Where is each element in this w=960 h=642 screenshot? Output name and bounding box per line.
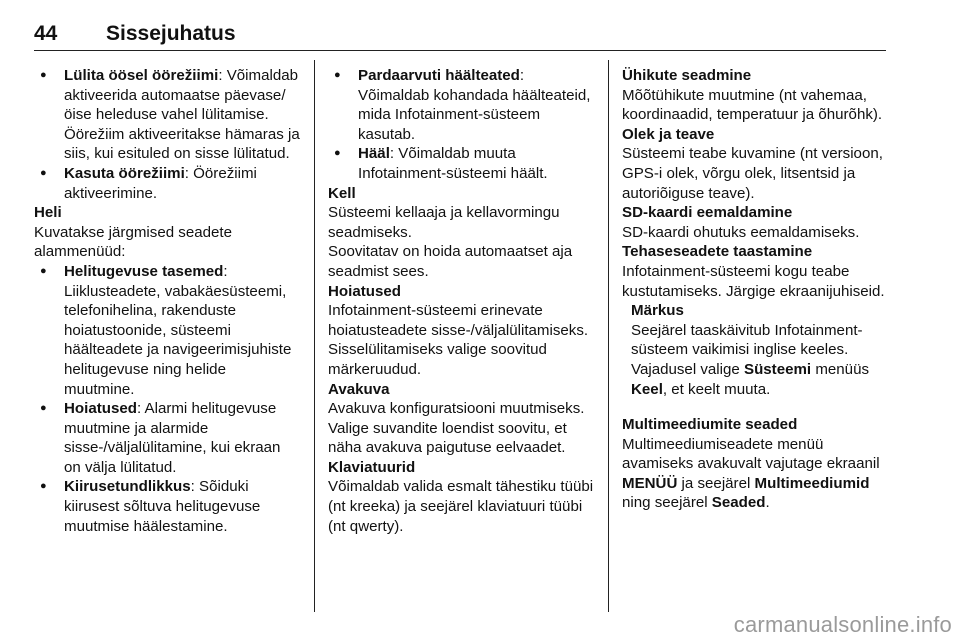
heli-intro: Kuvatakse järgmised seadete alammenüüd: <box>34 223 233 261</box>
column-1 <box>34 66 300 536</box>
section-heading-sd-card: SD-kaardi eemaldamine <box>622 204 793 222</box>
column-divider-2 <box>608 60 609 612</box>
avakuva-text-2: Valige suvandite loendist soovitu, et näha avakuva paigutuse eelvaadet. <box>328 419 567 457</box>
column-3 <box>622 66 886 513</box>
page-number: 44 <box>34 22 58 45</box>
bullet-use-night-mode: ● Kasuta öörežiimi: Öörežiimi aktiveerimine. <box>34 164 300 203</box>
section-heading-multimedia: Multimeediumite seaded <box>622 416 798 434</box>
section-heading-factory-reset: Tehaseseadete taastamine <box>622 243 813 261</box>
page-header <box>34 22 886 50</box>
multimedia-text: Multimeediumiseadete menüü avamiseks avakuvalt vajutage ekraanil MENÜÜ ja seejärel Multimeediumid ning seejärel Seaded. <box>622 435 880 512</box>
page-title: Sissejuhatus <box>106 22 236 45</box>
bullet-night-mode-auto: ● Lülita öösel öörežiimi: Võimaldab aktiveerida automaatse päevase/öise heleduse vahel lülitamise. <box>34 66 300 125</box>
note-box <box>622 301 886 399</box>
section-heading-units: Ühikute seadmine <box>622 67 752 84</box>
bullet-voice: ● Hääl: Võimaldab muuta Infotainment-süsteemi häält. <box>328 144 594 183</box>
bullet-alerts: ● Hoiatused: Alarmi helitugevuse muutmine ja alarmide sisse-/väljalülitamine, kui ekraan on välja lülitatud. <box>34 399 300 477</box>
column-2 <box>328 66 594 536</box>
bullet-speed-sensitivity: ● Kiirusetundlikkus: Sõiduki kiirusest sõltuva helitugevuse muutmise häälestamine. <box>34 477 300 536</box>
section-heading-status: Olek ja teave <box>622 125 715 143</box>
header-rule <box>34 50 886 51</box>
sd-card-text: SD-kaardi ohutuks eemaldamiseks. <box>622 223 860 241</box>
note-heading: Märkus <box>631 302 684 320</box>
avakuva-text: Avakuva konfiguratsiooni muutmiseks. <box>328 400 585 418</box>
klaviatuurid-text: Võimaldab valida esmalt tähestiku tüübi (nt kreeka) ja seejärel klaviatuuri tüübi (nt qwerty). <box>328 478 594 535</box>
night-mode-sub-text: Öörežiim aktiveeritakse hämaras ja siis, kui esituled on sisse lülitatud. <box>64 125 300 163</box>
section-heading-kell: Kell <box>328 184 356 202</box>
column-divider-1 <box>314 60 315 612</box>
bullet-volume-levels: ● Helitugevuse tasemed: Liiklusteadete, vabakäesüsteemi, telefonihelina, rakenduste hoiatustoonide, süsteemi häälteadete ja navigeerimisjuhiste helitugevuse ning helide muutmine. <box>34 262 300 399</box>
section-heading-klaviatuurid: Klaviatuurid <box>328 458 416 476</box>
section-heading-heli: Heli <box>34 204 62 222</box>
section-heading-avakuva: Avakuva <box>328 380 390 398</box>
bullet-trip-computer-voice: ● Pardaarvuti häälteated: Võimaldab kohandada häälteateid, mida Infotainment-süsteem kasutab. <box>328 66 594 144</box>
status-text: Süsteemi teabe kuvamine (nt versioon, GPS-i olek, võrgu olek, litsentsid ja autoriõiguse teave). <box>622 145 883 202</box>
watermark: carmanualsonline.info <box>733 612 952 637</box>
note-text: Seejärel taaskäivitub Infotainment-süsteem vaikimisi inglise keeles. Vajadusel valige Süsteemi menüüs Keel, et keelt muuta. <box>631 321 870 398</box>
units-text: Mõõtühikute muutmine (nt vahemaa, koordinaadid, temperatuur ja õhurõhk). <box>622 86 883 124</box>
factory-reset-text: Infotainment-süsteemi kogu teabe kustutamiseks. Järgige ekraanijuhiseid. <box>622 262 885 300</box>
kell-text-2: Soovitatav on hoida automaatset aja seadmist sees. <box>328 243 573 280</box>
section-heading-hoiatused: Hoiatused <box>328 282 401 300</box>
hoiatused-text: Infotainment-süsteemi erinevate hoiatusteadete sisse-/väljalülitamiseks. Sisselülitamiseks valige soovitud märkeruudud. <box>328 302 589 378</box>
kell-text: Süsteemi kellaaja ja kellavormingu seadmiseks. <box>328 204 560 241</box>
